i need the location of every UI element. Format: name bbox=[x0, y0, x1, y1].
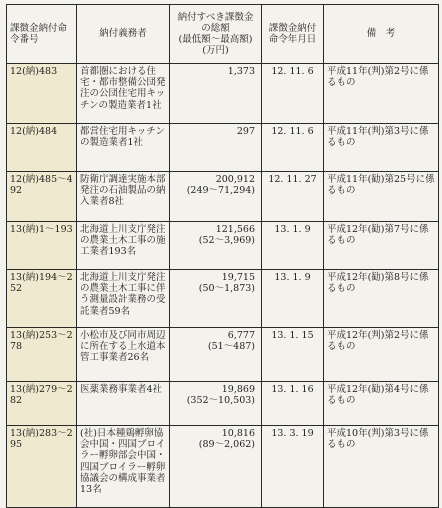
remarks-cell: 平成12年(勧)第4号に係るもの bbox=[324, 382, 439, 426]
header-order-number: 課徴金納付命令番号 bbox=[7, 5, 77, 64]
order-date-cell: 12. 11. 6 bbox=[262, 124, 324, 172]
amount-value: 121,566 bbox=[215, 224, 255, 235]
header-amount-main: 納付すべき課徴金の総額 bbox=[177, 11, 254, 34]
payer-cell: 北海道上川支庁発注の農業土木工事に伴う測量設計業務の受託業者59名 bbox=[77, 270, 170, 328]
order-number-cell: 12(納)484 bbox=[7, 124, 77, 172]
remarks-cell: 平成10年(判)第3号に係るもの bbox=[324, 426, 439, 508]
amount-value: 19,869 bbox=[221, 384, 255, 395]
order-number-cell: 12(納)485〜492 bbox=[7, 172, 77, 222]
amount-value: 297 bbox=[236, 126, 255, 137]
payer-cell: 防衛庁調達実施本部発注の石油製品の納入業者8社 bbox=[77, 172, 170, 222]
remarks-cell: 平成11年(判)第3号に係るもの bbox=[324, 124, 439, 172]
table-row bbox=[7, 270, 439, 328]
surcharge-order-table bbox=[6, 4, 439, 508]
amount-range: (52〜3,969) bbox=[198, 235, 255, 247]
header-row bbox=[7, 5, 439, 64]
payer-cell: 都営住宅用キッチンの製造業者1社 bbox=[77, 124, 170, 172]
table-row bbox=[7, 172, 439, 222]
amount-range: (50〜1,873) bbox=[198, 283, 255, 295]
amount-cell bbox=[170, 328, 262, 382]
order-date-cell: 13. 1. 15 bbox=[262, 328, 324, 382]
header-payer: 納付義務者 bbox=[77, 5, 170, 64]
remarks-cell: 平成12年(勧)第8号に係るもの bbox=[324, 270, 439, 328]
amount-cell bbox=[170, 426, 262, 508]
order-number-cell: 13(納)1〜193 bbox=[7, 222, 77, 270]
table-row bbox=[7, 222, 439, 270]
header-remarks: 備 考 bbox=[324, 5, 439, 64]
amount-value: 10,816 bbox=[221, 428, 255, 439]
amount-value: 1,373 bbox=[227, 66, 255, 77]
order-number-cell: 13(納)279〜282 bbox=[7, 382, 77, 426]
header-order-date: 課徴金納付命令年月日 bbox=[262, 5, 324, 64]
payer-cell: (社)日本種鶏孵卵協会中国・四国ブロイラー孵卵部会中国・四国ブロイラー孵卵協議会の構成事業者13名 bbox=[77, 426, 170, 508]
order-date-cell: 13. 1. 16 bbox=[262, 382, 324, 426]
payer-cell: 医薬業務事業者4社 bbox=[77, 382, 170, 426]
payer-cell: 首都圏における住宅・都市整備公団発注の公団住宅用キッチンの製造業者1社 bbox=[77, 64, 170, 124]
order-date-cell: 13. 1. 9 bbox=[262, 270, 324, 328]
remarks-cell: 平成12年(勧)第7号に係るもの bbox=[324, 222, 439, 270]
order-number-cell: 13(納)253〜278 bbox=[7, 328, 77, 382]
table-row bbox=[7, 382, 439, 426]
order-date-cell: 12. 11. 6 bbox=[262, 64, 324, 124]
payer-cell: 小松市及び同市周辺に所在する上水道本管工事業者26名 bbox=[77, 328, 170, 382]
amount-range: (89〜2,062) bbox=[198, 439, 255, 451]
header-amount-range: (最低額〜最高額) bbox=[178, 34, 253, 45]
amount-value: 6,777 bbox=[227, 330, 255, 341]
remarks-cell: 平成11年(勧)第25号に係るもの bbox=[324, 172, 439, 222]
table-row bbox=[7, 124, 439, 172]
header-amount-unit: (万円) bbox=[202, 45, 229, 57]
remarks-cell: 平成12年(判)第2号に係るもの bbox=[324, 328, 439, 382]
amount-cell bbox=[170, 64, 262, 124]
amount-range: (51〜487) bbox=[207, 341, 255, 353]
amount-range: (352〜10,503) bbox=[186, 395, 255, 407]
header-amount bbox=[170, 5, 262, 64]
table-row bbox=[7, 64, 439, 124]
order-date-cell: 13. 3. 19 bbox=[262, 426, 324, 508]
order-number-cell: 13(納)283〜295 bbox=[7, 426, 77, 508]
amount-value: 19,715 bbox=[221, 272, 255, 283]
amount-cell bbox=[170, 222, 262, 270]
amount-range: (249〜71,294) bbox=[186, 185, 255, 197]
amount-cell bbox=[170, 382, 262, 426]
payer-cell: 北海道上川支庁発注の農業土木工事の施工業者193名 bbox=[77, 222, 170, 270]
order-number-cell: 12(納)483 bbox=[7, 64, 77, 124]
table-row bbox=[7, 426, 439, 508]
amount-value: 200,912 bbox=[215, 174, 255, 185]
order-date-cell: 13. 1. 9 bbox=[262, 222, 324, 270]
table-row bbox=[7, 328, 439, 382]
order-date-cell: 12. 11. 27 bbox=[262, 172, 324, 222]
amount-cell bbox=[170, 270, 262, 328]
amount-cell bbox=[170, 172, 262, 222]
remarks-cell: 平成11年(判)第2号に係るもの bbox=[324, 64, 439, 124]
order-number-cell: 13(納)194〜252 bbox=[7, 270, 77, 328]
amount-cell bbox=[170, 124, 262, 172]
